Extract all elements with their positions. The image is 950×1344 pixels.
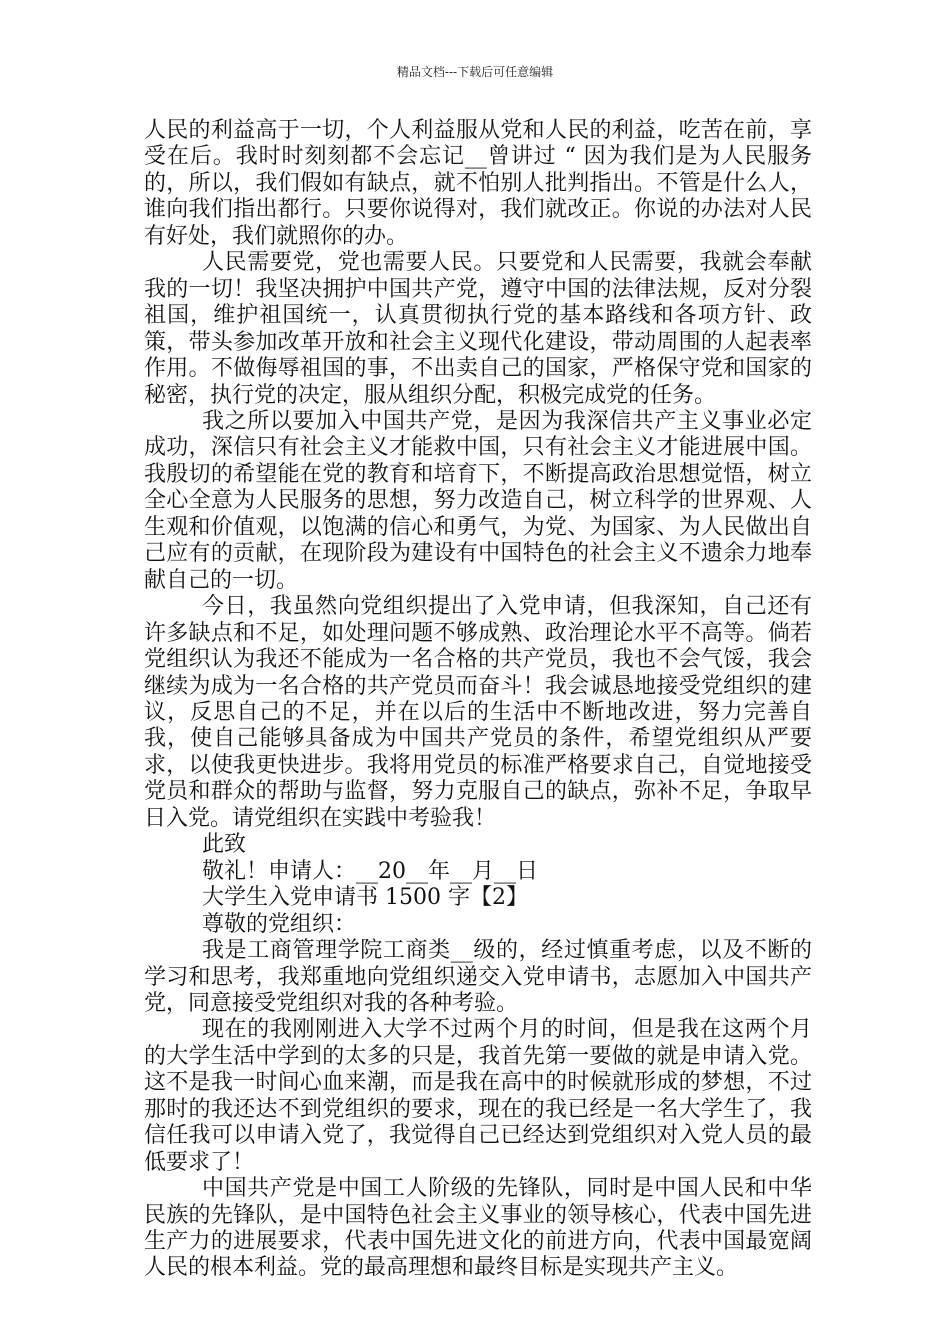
document-body — [144, 118, 812, 1282]
closing-line: 此致 — [202, 832, 247, 858]
paragraph-continuation: 人民的利益高于一切，个人利益服从党和人民的利益，吃苦在前，享受在后。我时时刻刻都不会忘记__曾讲过 “ 因为我们是为人民服务的，所以，我们假如有缺点，就不怕别人批判指出。不管是什么人，谁向我们指出都行。只要你说得对，我们就改正。你说的办法对人民有好处，我们就照你的办。 — [144, 118, 812, 249]
salutation: 尊敬的党组织： — [202, 911, 357, 937]
page-header: 精品文档---下载后可任意编辑 — [396, 65, 554, 79]
section-title: 大学生入党申请书 1500 字【2】 — [202, 885, 528, 911]
paragraph: 我之所以要加入中国共产党，是因为我深信共产主义事业必定成功，深信只有社会主义才能救中国，只有社会主义才能进展中国。我殷切的希望能在党的教育和培育下，不断提高政治思想觉悟，树立全心全意为人民服务的思想，努力改造自己，树立科学的世界观、人生观和价值观，以饱满的信心和勇气，为党、为国家、为人民做出自己应有的贡献，在现阶段为建设有中国特色的社会主义不遗余力地奉献自己的一切。 — [144, 408, 812, 593]
paragraph: 现在的我刚刚进入大学不过两个月的时间，但是我在这两个月的大学生活中学到的太多的只是，我首先第一要做的就是申请入党。这不是我一时间心血来潮，而是我在高中的时候就形成的梦想，不过那时的我还达不到党组织的要求，现在的我已经是一名大学生了，我信任我可以申请入党了，我觉得自己已经达到党组织对入党人员的最低要求了！ — [144, 1017, 812, 1175]
signature-line: 敬礼！申请人：__20__年__月__日 — [202, 858, 538, 884]
paragraph: 中国共产党是中国工人阶级的先锋队，同时是中国人民和中华民族的先锋队，是中国特色社会主义事业的领导核心，代表中国先进生产力的进展要求，代表中国先进文化的前进方向，代表中国最宽阔人民的根本利益。党的最高理想和最终目标是实现共产主义。 — [144, 1176, 812, 1281]
paragraph: 我是工商管理学院工商类__级的，经过慎重考虑，以及不断的学习和思考，我郑重地向党组织递交入党申请书，志愿加入中国共产党，同意接受党组织对我的各种考验。 — [144, 938, 812, 1016]
paragraph: 人民需要党，党也需要人民。只要党和人民需要，我就会奉献我的一切！我坚决拥护中国共产党，遵守中国的法律法规，反对分裂祖国，维护祖国统一，认真贯彻执行党的基本路线和各项方针、政策，带头参加改革开放和社会主义现代化建设，带动周围的人起表率作用。不做侮辱祖国的事，不出卖自己的国家，严格保守党和国家的秘密，执行党的决定，服从组织分配，积极完成党的任务。 — [144, 250, 812, 408]
paragraph: 今日，我虽然向党组织提出了入党申请，但我深知，自己还有许多缺点和不足，如处理问题不够成熟、政治理论水平不高等。倘若党组织认为我还不能成为一名合格的共产党员，我也不会气馁，我会继续为成为一名合格的共产党员而奋斗！我会诚恳地接受党组织的建议，反思自己的不足，并在以后的生活中不断地改进，努力完善自我，使自己能够具备成为中国共产党员的条件，希望党组织从严要求，以使我更快进步。我将用党员的标准严格要求自己，自觉地接受党员和群众的帮助与监督，努力克服自己的缺点，弥补不足，争取早日入党。请党组织在实践中考验我！ — [144, 594, 812, 831]
